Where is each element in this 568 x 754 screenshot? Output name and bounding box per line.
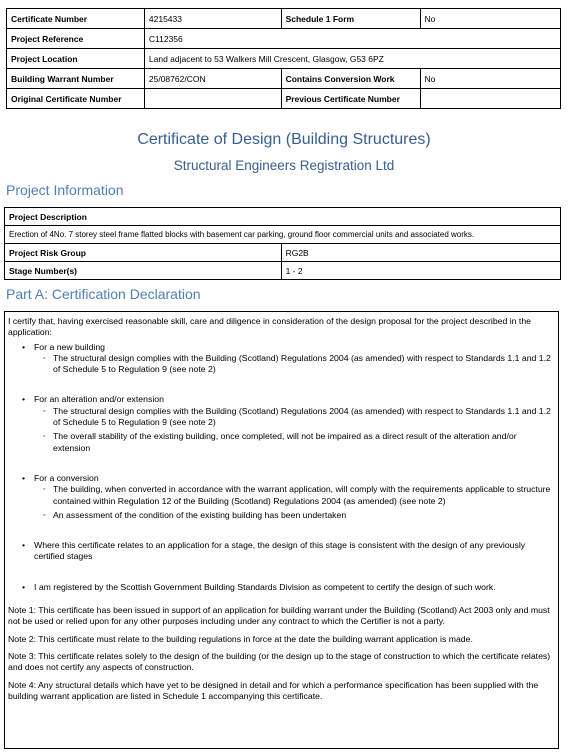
certification-declaration-box (4, 311, 559, 749)
project-description-value: Erection of 4No. 7 storey steel frame flatted blocks with basement car parking, ground floor commercial units and associated works. (5, 226, 561, 244)
project-location-value: Land adjacent to 53 Walkers Mill Crescent, Glasgow, G53 6PZ (144, 49, 560, 69)
project-information-heading: Project Information (6, 182, 124, 198)
project-location-label: Project Location (7, 49, 145, 69)
part-a-heading: Part A: Certification Declaration (6, 286, 201, 302)
table-row (7, 69, 561, 89)
risk-group-value: RG2B (281, 244, 560, 262)
project-reference-value: C112356 (144, 29, 560, 49)
project-reference-label: Project Reference (7, 29, 145, 49)
risk-group-label: Project Risk Group (5, 244, 282, 262)
table-row (5, 262, 561, 280)
original-certificate-label: Original Certificate Number (7, 89, 145, 109)
conversion-work-label: Contains Conversion Work (281, 69, 420, 89)
note-4: Note 4: Any structural details which have yet to be designed in detail and for which a performance specification has been supplied with the building warrant application are listed in Schedule 1 accompanying this certificate. (8, 679, 539, 701)
certificate-number-value: 4215433 (144, 9, 281, 29)
building-warrant-number-label: Building Warrant Number (7, 69, 145, 89)
note-3: Note 3: This certificate relates solely to the design of the building (or the design up to the stage of construction to which the certificate relates) and does not certify any aspects of construction. (8, 650, 551, 673)
alteration-subitem-1: ◦ The structural design complies with the Building (Scotland) Regulations 2004 (as amended) with respect to Standards 1.1 and 1.2 of Schedule 5 to Regulation 9 (see note 2) (8, 406, 555, 429)
previous-certificate-value (420, 89, 561, 109)
certificate-number-label: Certificate Number (7, 9, 145, 29)
alteration-item: • For an alteration and/or extension (8, 394, 555, 405)
new-building-item: • For a new building (8, 342, 555, 353)
document-title: Certificate of Design (Building Structures) (137, 131, 431, 148)
schedule1-label: Schedule 1 Form (281, 9, 420, 29)
table-row (7, 49, 561, 69)
document-subtitle: Structural Engineers Registration Ltd (173, 158, 395, 173)
table-row (5, 244, 561, 262)
building-warrant-number-value: 25/08762/CON (144, 69, 281, 89)
schedule1-value: No (420, 9, 561, 29)
previous-certificate-label: Previous Certificate Number (281, 89, 420, 109)
stage-number-value: 1 - 2 (281, 262, 560, 280)
certificate-header-table (6, 8, 561, 109)
table-row (5, 208, 561, 226)
conversion-item: • For a conversion (8, 473, 555, 484)
declaration-intro: I certify that, having exercised reasonable skill, care and diligence in consideration of the design proposal for the project described in the application: (8, 316, 532, 338)
note-2: Note 2: This certificate must relate to the building regulations in force at the date the building warrant application is made. (8, 633, 473, 644)
stage-number-label: Stage Number(s) (5, 262, 282, 280)
table-row (5, 226, 561, 244)
project-information-table (4, 207, 561, 280)
new-building-subitem: ◦ The structural design complies with the Building (Scotland) Regulations 2004 (as amended) with respect to Standards 1.1 and 1.2 of Schedule 5 to Regulation 9 (see note 2) (8, 353, 555, 376)
original-certificate-value (144, 89, 281, 109)
note-1: Note 1: This certificate has been issued in support of an application for building warrant under the Building (Scotland) Act 2003 only and must not be used or relied upon for any other purposes including under any contract to which the Certifier is not a party. (8, 605, 550, 627)
table-row (7, 89, 561, 109)
table-row (7, 9, 561, 29)
conversion-work-value: No (420, 69, 561, 89)
conversion-subitem-1: ◦ The building, when converted in accordance with the warrant application, will comply with the requirements applicable to structure contained within Regulation 12 of the Building (Scotland) Regulations 2004 (as amended) (see note 2) (8, 484, 555, 507)
project-description-label: Project Description (5, 208, 561, 226)
conversion-subitem-2: ◦ An assessment of the condition of the existing building has been undertaken (8, 510, 555, 521)
table-row (7, 29, 561, 49)
alteration-subitem-2: ◦ The overall stability of the existing building, once completed, will not be impaired as a direct result of the alteration and/or extension (8, 431, 555, 454)
stage-clause-item: • Where this certificate relates to an application for a stage, the design of this stage is consistent with the design of any previously certified stages (8, 540, 555, 563)
registered-clause-item: • I am registered by the Scottish Government Building Standards Division as competent to certify the design of such work. (8, 582, 555, 593)
